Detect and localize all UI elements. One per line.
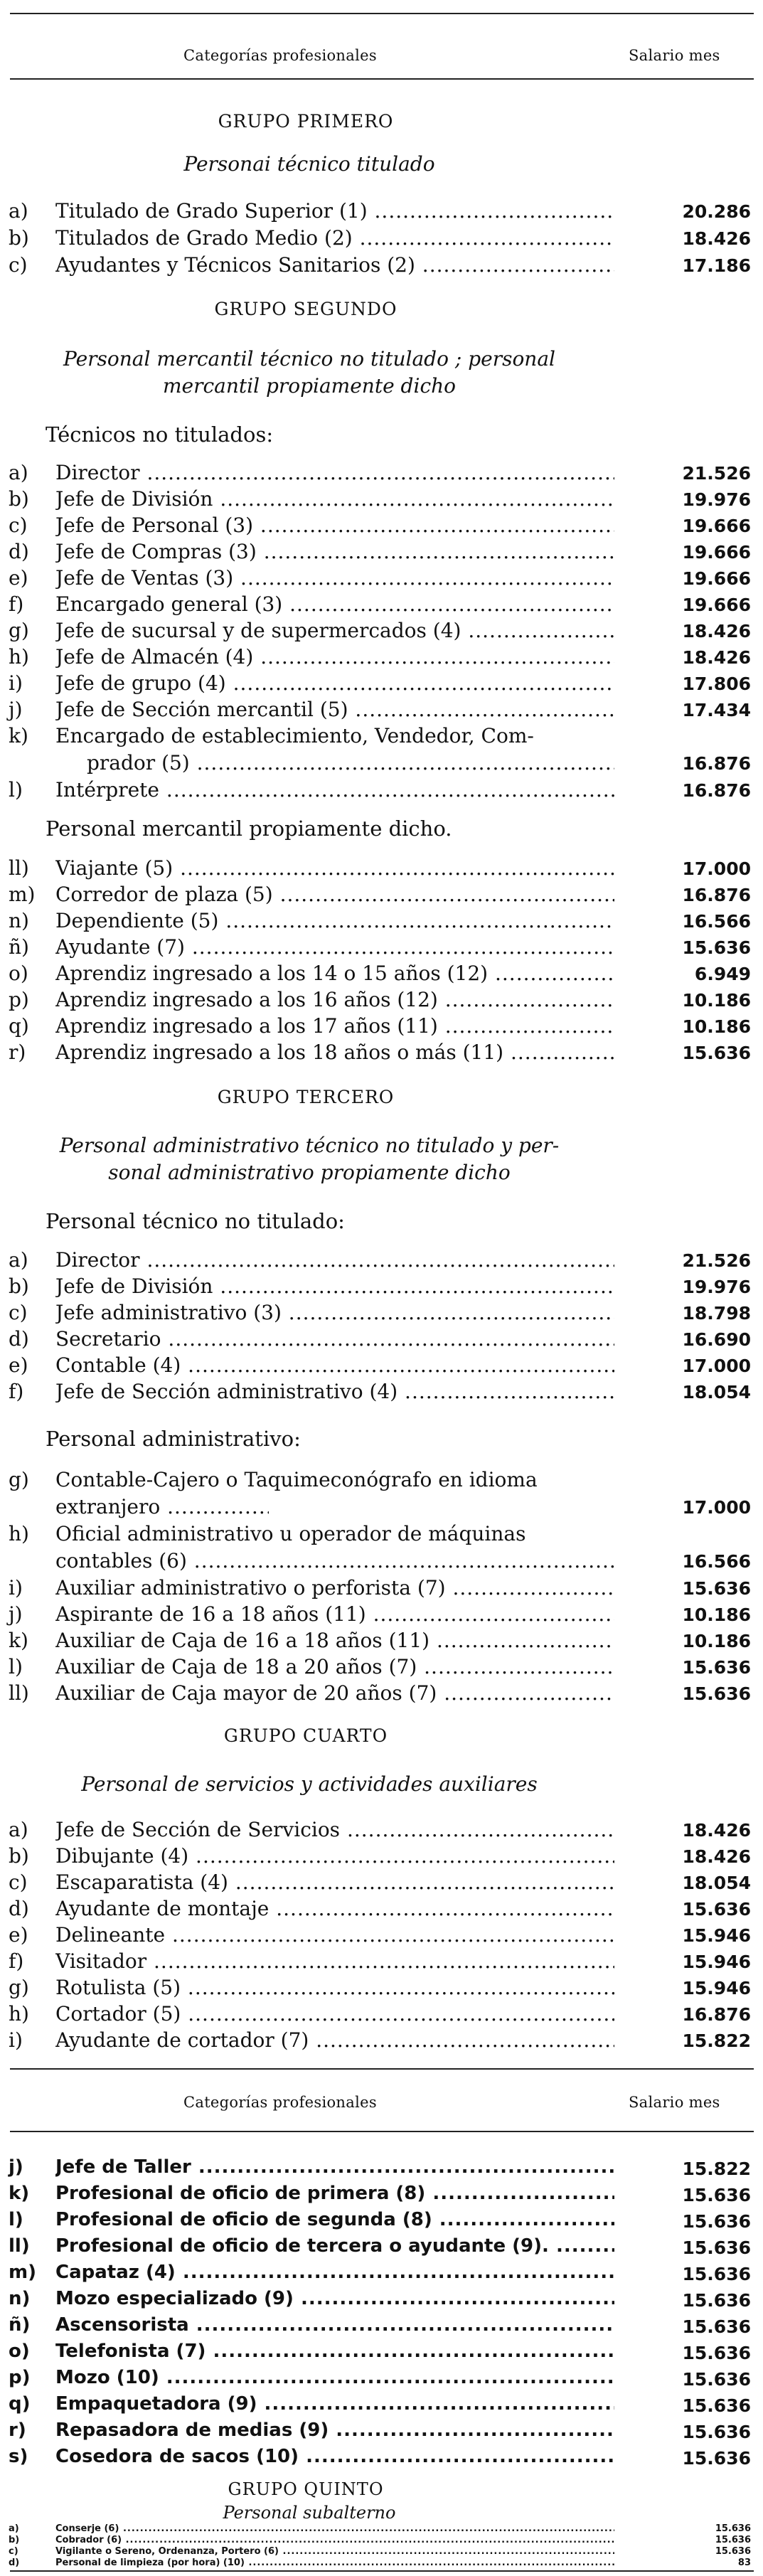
row-letter: a) (9, 199, 28, 223)
table-row (9, 1353, 751, 1380)
row-letter: e) (9, 1923, 28, 1947)
subsection-heading: Técnicos no titulados: (46, 422, 274, 447)
table-row (9, 2183, 751, 2210)
row-value: 15.946 (682, 1925, 751, 1946)
row-letter: h) (9, 1522, 29, 1545)
table-row (9, 199, 751, 226)
header-salary-repeat: Salario mes (629, 2094, 720, 2111)
row-label: Contable (4) ..... (55, 1353, 614, 1377)
table-row (9, 513, 751, 541)
row-value: 18.798 (682, 1303, 751, 1324)
table-row (9, 1897, 751, 1924)
row-letter: g) (9, 619, 29, 642)
table-row (9, 1380, 751, 1407)
row-label: Ayudantes y Técnicos Sanitarios (2) ..... (55, 253, 614, 277)
row-label: Jefe de Compras (3) ..... (55, 540, 614, 563)
table-row (9, 1602, 751, 1629)
row-letter: f) (9, 1380, 24, 1403)
table-row (9, 1681, 751, 1708)
row-label: Intérprete ..... (55, 778, 614, 802)
table-row (9, 1301, 751, 1328)
row-letter: c) (9, 1301, 28, 1324)
row-value: 19.976 (682, 489, 751, 510)
row-label: Jefe de Ventas (3) ..... (55, 566, 614, 590)
row-label: Jefe administrativo (3) ..... (55, 1301, 614, 1324)
row-label: Capataz (4) ..... (55, 2262, 614, 2283)
row-letter: e) (9, 1353, 28, 1377)
row-letter: ll) (9, 1681, 29, 1705)
table-row (9, 724, 751, 778)
group-subtitle-line1: Personal mercantil técnico no titulado ; personal (63, 347, 555, 371)
row-letter: f) (9, 592, 24, 616)
row-letter: c) (9, 513, 28, 537)
row-label: Titulado de Grado Superior (1) ..... (55, 199, 614, 223)
table-row (9, 2209, 751, 2236)
table-row (9, 1522, 751, 1576)
row-value: 15.822 (682, 2031, 751, 2051)
subsection-heading: Personal administrativo: (46, 1427, 301, 1451)
table-row (9, 2262, 751, 2289)
row-letter: b) (9, 487, 29, 511)
table-row (9, 2341, 751, 2368)
row-letter: c) (9, 253, 28, 277)
row-value: 18.426 (682, 1846, 751, 1867)
row-label: Dependiente (5) ..... (55, 909, 614, 932)
row-label: Cobrador (6) ..... (55, 2535, 614, 2545)
row-label: Director ..... (55, 461, 614, 484)
row-value: 21.526 (682, 463, 751, 484)
row-value: 16.876 (682, 885, 751, 905)
row-label: Repasadora de medias (9) ..... (55, 2420, 614, 2441)
row-letter: a) (9, 2523, 19, 2534)
row-letter: e) (9, 566, 28, 590)
row-letter: n) (9, 909, 29, 932)
row-label: Conserje (6) ..... (55, 2523, 614, 2534)
row-value: 15.636 (682, 2290, 751, 2311)
row-value: 15.636 (682, 2422, 751, 2442)
table-row (9, 1576, 751, 1603)
table-row (9, 566, 751, 593)
table-row (9, 883, 751, 910)
row-label: Aprendiz ingresado a los 14 o 15 años (12) ..... (55, 962, 614, 985)
row-letter: g) (9, 1468, 29, 1491)
table-row (9, 1629, 751, 1656)
table-row (9, 540, 751, 567)
row-label: Jefe de Sección administrativo (4) ..... (55, 1380, 614, 1403)
row-letter: j) (9, 698, 23, 721)
row-letter: b) (9, 1274, 29, 1298)
row-letter: l) (9, 2209, 23, 2230)
row-value: 15.636 (682, 2369, 751, 2390)
table-row (9, 2523, 751, 2535)
row-label: Ayudante de montaje ..... (55, 1897, 614, 1920)
table-row (9, 2235, 751, 2262)
row-label: Jefe de Sección mercantil (5) ..... (55, 698, 614, 721)
row-value: 10.186 (682, 1016, 751, 1037)
row-value: 15.636 (682, 2343, 751, 2363)
table-row (9, 1870, 751, 1898)
row-label: Escaparatista (4) ..... (55, 1870, 614, 1894)
row-label: Jefe de Sección de Servicios ..... (55, 1818, 614, 1841)
row-label: Aprendiz ingresado a los 18 años o más (11) ..... (55, 1040, 614, 1064)
row-value: 19.666 (682, 516, 751, 536)
row-letter: k) (9, 2183, 30, 2204)
row-value: 17.000 (682, 858, 751, 879)
table-row (9, 2420, 751, 2447)
row-value: 15.636 (682, 1899, 751, 1920)
row-letter: k) (9, 724, 28, 747)
row-label: Jefe de División ..... (55, 487, 614, 511)
row-value: 20.286 (682, 201, 751, 222)
row-value: 19.666 (682, 542, 751, 563)
group-title: GRUPO CUARTO (223, 1725, 388, 1746)
header-rule (10, 78, 754, 80)
row-label: Auxiliar de Caja mayor de 20 años (7) ..... (55, 1681, 614, 1705)
row-label-line1: Oficial administrativo u operador de máquinas (55, 1522, 526, 1545)
row-label: Visitador ..... (55, 1949, 614, 1973)
row-value: 15.636 (682, 1683, 751, 1704)
group-title: GRUPO TERCERO (217, 1087, 395, 1107)
header-category-repeat: Categorías profesionales (183, 2094, 377, 2111)
row-value: 17.186 (682, 255, 751, 276)
row-letter: m) (9, 883, 36, 906)
row-value: 16.876 (682, 2004, 751, 2025)
row-letter: ll) (9, 856, 29, 880)
row-letter: d) (9, 2558, 20, 2568)
table-row (9, 2546, 751, 2558)
row-value: 17.434 (682, 700, 751, 720)
row-value: 15.636 (682, 2448, 751, 2469)
row-label: Empaquetadora (9) ..... (55, 2393, 614, 2415)
row-value: 15.636 (682, 2264, 751, 2284)
row-letter: r) (9, 1040, 26, 1064)
row-letter: ñ) (9, 2314, 31, 2336)
row-value: 15.636 (715, 2523, 751, 2534)
row-value: 83 (737, 2558, 751, 2568)
row-label: Jefe de grupo (4) ..... (55, 671, 614, 695)
row-label: Profesional de oficio de segunda (8) ..... (55, 2209, 614, 2230)
row-letter: d) (9, 1897, 29, 1920)
row-value: 15.822 (682, 2159, 751, 2179)
row-letter: b) (9, 1844, 29, 1868)
table-row (9, 909, 751, 936)
row-letter: h) (9, 2002, 29, 2026)
row-value: 15.636 (682, 2395, 751, 2416)
row-label: Rotulista (5) ..... (55, 1976, 614, 1999)
row-label: Ayudante (7) ..... (55, 935, 614, 959)
table-row (9, 778, 751, 805)
row-value: 16.566 (682, 911, 751, 932)
row-label: Aprendiz ingresado a los 16 años (12) ..... (55, 988, 614, 1011)
row-value: 17.806 (682, 674, 751, 694)
row-value: 10.186 (682, 990, 751, 1011)
table-row (9, 253, 751, 280)
row-value: 15.636 (682, 2316, 751, 2337)
group-title: GRUPO QUINTO (228, 2479, 384, 2499)
table-row (9, 2558, 751, 2569)
row-label: Director ..... (55, 1248, 614, 1272)
row-letter: g) (9, 1976, 29, 1999)
table-row (9, 592, 751, 619)
table-row (9, 698, 751, 725)
row-label: Jefe de sucursal y de supermercados (4) ..... (55, 619, 614, 642)
row-value: 17.000 (682, 1356, 751, 1376)
row-value: 15.636 (682, 2211, 751, 2232)
row-letter: d) (9, 1327, 29, 1351)
group-subtitle-line1: Personal administrativo técnico no titulado y per- (59, 1134, 560, 1157)
row-letter: j) (9, 2156, 23, 2178)
row-letter: ll) (9, 2235, 30, 2257)
row-letter: i) (9, 1576, 23, 1600)
row-label: Profesional de oficio de tercera o ayudante (9). ..... (55, 2235, 614, 2257)
row-label: Viajante (5) ..... (55, 856, 614, 880)
row-letter: f) (9, 1949, 24, 1973)
table-row (9, 2367, 751, 2394)
row-letter: ñ) (9, 935, 29, 959)
row-letter: o) (9, 962, 28, 985)
row-letter: n) (9, 2288, 31, 2309)
row-value: 19.666 (682, 568, 751, 589)
row-value: 19.666 (682, 595, 751, 615)
row-letter: c) (9, 2546, 18, 2557)
row-letter: l) (9, 1655, 23, 1678)
row-value: 15.946 (682, 1978, 751, 1998)
table-row (9, 1327, 751, 1354)
table-row (9, 2288, 751, 2315)
subsection-heading: Personal mercantil propiamente dicho. (46, 816, 452, 841)
row-letter: i) (9, 671, 23, 695)
row-letter: r) (9, 2420, 26, 2441)
row-value: 17.000 (682, 1497, 751, 1518)
table-row (9, 1844, 751, 1871)
row-value: 18.426 (682, 621, 751, 642)
table-row (9, 671, 751, 698)
row-letter: s) (9, 2446, 28, 2467)
row-value: 16.566 (682, 1551, 751, 1572)
row-value: 15.636 (682, 2185, 751, 2205)
row-value: 16.876 (682, 780, 751, 801)
group-title: GRUPO SEGUNDO (214, 299, 397, 319)
table-row (9, 2393, 751, 2420)
row-label: Vigilante o Sereno, Ordenanza, Portero (6) ..... (55, 2546, 614, 2557)
table-row (9, 2314, 751, 2341)
row-value: 18.054 (682, 1382, 751, 1403)
header-category: Categorías profesionales (183, 47, 377, 64)
header-salary: Salario mes (629, 47, 720, 64)
row-letter: k) (9, 1629, 28, 1652)
row-label-line2: prador (5) ..... (87, 751, 614, 775)
row-letter: b) (9, 226, 29, 250)
row-value: 18.054 (682, 1873, 751, 1893)
row-label: Secretario ..... (55, 1327, 614, 1351)
table-row (9, 226, 751, 253)
table-row (9, 2002, 751, 2029)
row-letter: p) (9, 988, 29, 1011)
table-row (9, 1923, 751, 1950)
row-label: Telefonista (7) ..... (55, 2341, 614, 2362)
row-value: 10.186 (682, 1604, 751, 1625)
row-value: 18.426 (682, 647, 751, 668)
row-letter: p) (9, 2367, 31, 2388)
table-row (9, 1655, 751, 1682)
row-letter: a) (9, 1248, 28, 1272)
row-value: 15.636 (715, 2535, 751, 2545)
table-row (9, 1248, 751, 1275)
row-letter: h) (9, 645, 29, 669)
table-row (9, 1014, 751, 1041)
table-row (9, 461, 751, 488)
row-value: 15.636 (682, 1043, 751, 1063)
row-letter: d) (9, 540, 29, 563)
row-letter: o) (9, 2341, 30, 2362)
row-value: 15.636 (682, 2237, 751, 2258)
row-letter: l) (9, 778, 23, 802)
row-value: 6.949 (694, 964, 751, 984)
row-label: Delineante ..... (55, 1923, 614, 1947)
row-label: Dibujante (4) ..... (55, 1844, 614, 1868)
table-row (9, 1468, 751, 1522)
row-label: Corredor de plaza (5) ..... (55, 883, 614, 906)
row-label: Aspirante de 16 a 18 años (11) ..... (55, 1602, 614, 1626)
row-label: Jefe de División ..... (55, 1274, 614, 1298)
row-label: Encargado general (3) ..... (55, 592, 614, 616)
group-subtitle: Personal de servicios y actividades auxiliares (81, 1772, 538, 1796)
row-label: Personal de limpieza (por hora) (10) ..... (55, 2558, 614, 2568)
row-value: 15.946 (682, 1952, 751, 1972)
table-row (9, 2156, 751, 2183)
table-row (9, 1949, 751, 1976)
table-row (9, 619, 751, 646)
row-letter: q) (9, 1014, 29, 1038)
table-row (9, 2446, 751, 2473)
repeat-header-rule-top (10, 2068, 754, 2070)
table-row (9, 962, 751, 989)
row-value: 15.636 (682, 937, 751, 958)
row-label: Cortador (5) ..... (55, 2002, 614, 2026)
table-row (9, 645, 751, 672)
row-label: Jefe de Almacén (4) ..... (55, 645, 614, 669)
table-row (9, 856, 751, 883)
table-row (9, 2535, 751, 2546)
row-letter: i) (9, 2028, 23, 2052)
table-row (9, 988, 751, 1015)
row-value: 18.426 (682, 1820, 751, 1841)
repeat-header-rule-bottom (10, 2131, 754, 2132)
top-rule (10, 13, 754, 14)
bottom-rule (10, 2570, 754, 2572)
group-subtitle-line2: sonal administrativo propiamente dicho (108, 1161, 511, 1184)
row-letter: a) (9, 461, 28, 484)
row-value: 15.636 (682, 1578, 751, 1599)
row-value: 21.526 (682, 1250, 751, 1271)
row-label: Ayudante de cortador (7) ..... (55, 2028, 614, 2052)
row-label-line2: contables (6) ..... (55, 1549, 614, 1572)
group-title: GRUPO PRIMERO (218, 111, 394, 132)
row-label-line1: Contable-Cajero o Taquimeconógrafo en idioma (55, 1468, 538, 1491)
row-label: Titulados de Grado Medio (2) ..... (55, 226, 614, 250)
row-letter: b) (9, 2535, 20, 2545)
table-row (9, 2028, 751, 2055)
row-letter: q) (9, 2393, 31, 2415)
table-row (9, 1274, 751, 1302)
table-row (9, 1818, 751, 1845)
table-row (9, 935, 751, 962)
row-letter: a) (9, 1818, 28, 1841)
row-letter: j) (9, 1602, 23, 1626)
group-subtitle: Personai técnico titulado (183, 152, 435, 176)
row-label: Jefe de Personal (3) ..... (55, 513, 614, 537)
row-label: Auxiliar administrativo o perforista (7) ..... (55, 1576, 614, 1600)
row-value: 15.636 (715, 2546, 751, 2557)
row-label: Mozo (10) ..... (55, 2367, 614, 2388)
row-label: Jefe de Taller ..... (55, 2156, 614, 2178)
table-row (9, 1040, 751, 1068)
subsection-heading: Personal técnico no titulado: (46, 1209, 345, 1233)
row-letter: m) (9, 2262, 36, 2283)
row-value: 15.636 (682, 1657, 751, 1678)
row-label: Profesional de oficio de primera (8) ..... (55, 2183, 614, 2204)
row-label: Auxiliar de Caja de 16 a 18 años (11) ..... (55, 1629, 614, 1652)
group-subtitle: Personal subalterno (223, 2503, 396, 2523)
row-label: Aprendiz ingresado a los 17 años (11) ..... (55, 1014, 614, 1038)
row-value: 18.426 (682, 228, 751, 249)
table-row (9, 1976, 751, 2003)
row-letter: c) (9, 1870, 28, 1894)
table-row (9, 487, 751, 514)
row-label-line2: extranjero ..... (55, 1495, 269, 1518)
group-subtitle-line2: mercantil propiamente dicho (162, 374, 457, 398)
row-label-line1: Encargado de establecimiento, Vendedor, Com- (55, 724, 534, 747)
row-value: 16.876 (682, 753, 751, 774)
row-label: Mozo especializado (9) ..... (55, 2288, 614, 2309)
row-value: 10.186 (682, 1631, 751, 1651)
row-label: Auxiliar de Caja de 18 a 20 años (7) ..... (55, 1655, 614, 1678)
row-value: 16.690 (682, 1329, 751, 1350)
row-label: Cosedora de sacos (10) ..... (55, 2446, 614, 2467)
row-value: 19.976 (682, 1277, 751, 1297)
row-label: Ascensorista ..... (55, 2314, 614, 2336)
